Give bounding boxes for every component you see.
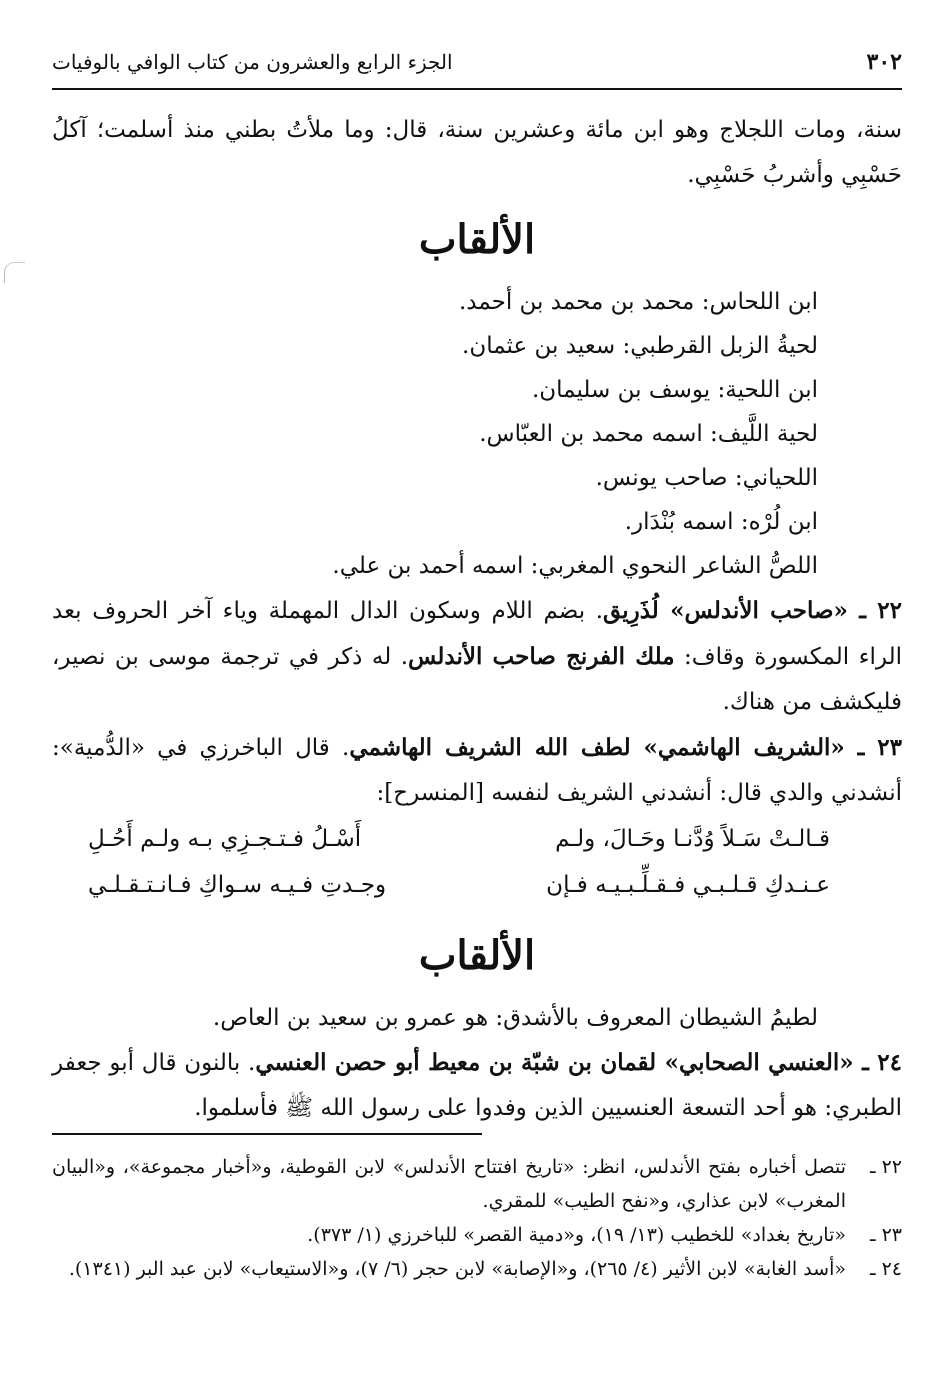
alqab-list-2 (52, 996, 902, 1040)
footnote (52, 1218, 902, 1252)
alqab-list-1 (52, 280, 902, 588)
footnotes (52, 1150, 902, 1286)
entry-23 (52, 725, 902, 816)
entry-22-text: . بضم اللام وسكون الدال المهملة وياء آخر الحروف بعد الراء المكسورة وقاف: (52, 598, 902, 670)
poem-hemistich: قـالـتْ سَـلاً وُدَّنـا وحَـالَ، ولـم (555, 826, 830, 852)
entry-23-title: ٢٣ ـ «الشريف الهاشمي» لطف الله الشريف الهاشمي (349, 734, 902, 761)
footnote (52, 1252, 902, 1286)
footnote-rule (52, 1133, 482, 1135)
list-item: لحيةُ الزبل القرطبي: سعيد بن عثمان. (462, 333, 818, 359)
entry-22-text-end: . له ذكر في ترجمة موسى بن نصير، فليكشف من هناك. (52, 644, 902, 715)
list-item: لطيمُ الشيطان المعروف بالأشدق: هو عمرو بن سعيد بن العاص. (212, 1005, 818, 1031)
poem-hemistich: عـنـدكِ قـلـبـي فـقـلِّـبـيـه فـإن (546, 872, 830, 898)
section-heading-1: الألقاب (418, 216, 536, 263)
footnote-text: «تاريخ بغداد» للخطيب (١٣/ ١٩)، و«دمية القصر» للباخرزي (١/ ٣٧٣). (307, 1224, 846, 1246)
poem (52, 816, 902, 908)
entry-24-title: ٢٤ ـ «العنسي الصحابي» لقمان بن شبّة بن معيط أبو حصن العنسي (255, 1049, 902, 1076)
list-item: ابن لُرْه: اسمه بُنْدَار. (624, 509, 818, 535)
poem-verse (52, 816, 902, 862)
running-title: الجزء الرابع والعشرون من كتاب الوافي بالوفيات (52, 50, 453, 74)
footnote-text: «أسد الغابة» لابن الأثير (٤/ ٢٦٥)، و«الإصابة» لابن حجر (٦/ ٧)، و«الاستيعاب» لابن عبد البر (١٣٤١). (68, 1258, 846, 1280)
list-item: ابن اللحاس: محمد بن محمد بن أحمد. (458, 289, 818, 315)
footnote-number: ٢٣ ـ (869, 1224, 902, 1246)
list-item: لحية اللَّيف: اسمه محمد بن العبّاس. (479, 421, 818, 447)
footnote-number: ٢٤ ـ (869, 1258, 902, 1280)
margin-scan-mark (4, 262, 25, 283)
section-heading-2: الألقاب (418, 932, 536, 979)
entry-24 (52, 1040, 902, 1131)
entry-22-title: ٢٢ ـ «صاحب الأندلس» لُذَرِيق (603, 597, 902, 624)
entry-22 (52, 588, 902, 725)
poem-hemistich: أَسْـلُ فـتـجـزِي بـه ولـم أَحُـلِ (88, 826, 362, 852)
list-item: اللحياني: صاحب يونس. (595, 465, 818, 491)
list-item: اللصُّ الشاعر النحوي المغربي: اسمه أحمد بن علي. (332, 553, 818, 579)
main-text (52, 108, 902, 1131)
footnote (52, 1150, 902, 1218)
header-rule (52, 88, 902, 90)
footnote-number: ٢٢ ـ (869, 1156, 902, 1178)
list-item: ابن اللحية: يوسف بن سليمان. (531, 377, 818, 403)
entry-23-text: . قال الباخرزي في «الدُّمية»: أنشدني والدي قال: أنشدني الشريف لنفسه [المنسرح]: (52, 735, 902, 806)
page-number: ٣٠٢ (866, 49, 902, 75)
poem-hemistich: وجـدتِ فـيـه سـواكِ فـانـتـقـلـي (88, 872, 387, 898)
intro-paragraph: سنة، ومات اللجلاج وهو ابن مائة وعشرين سنة، قال: وما ملأتُ بطني منذ أسلمت؛ آكلُ حَسْبِي وأشربُ حَسْبِي. (52, 117, 902, 188)
poem-verse (52, 862, 902, 908)
entry-24-text: . بالنون قال أبو جعفر الطبري: هو أحد التسعة العنسيين الذين وفدوا على رسول الله ﷺ فأسلموا. (52, 1050, 902, 1121)
entry-22-bold-phrase: ملك الفرنج صاحب الأندلس (408, 643, 675, 670)
footnote-text: تتصل أخباره بفتح الأندلس، انظر: «تاريخ افتتاح الأندلس» لابن القوطية، و«أخبار مجموعة»، و«البيان المغرب» لابن عذاري، و«نفح الطيب» للمقري. (52, 1156, 846, 1212)
running-header (52, 42, 902, 82)
